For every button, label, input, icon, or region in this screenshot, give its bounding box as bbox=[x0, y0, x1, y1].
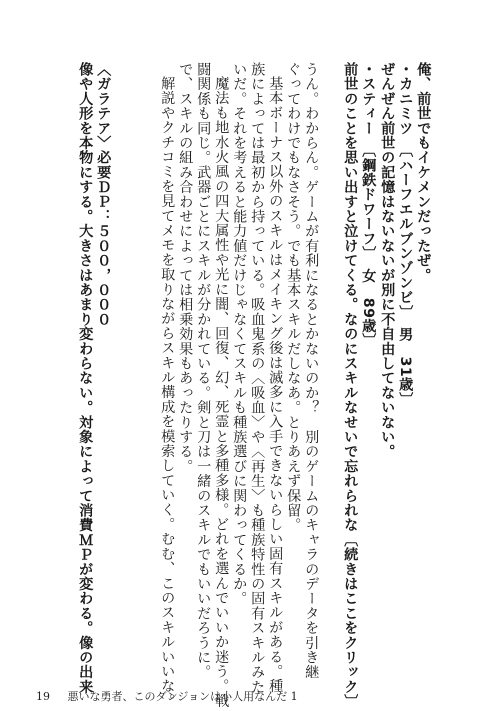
running-title: 悪いな勇者、このダンジョンは小人用なんだ 1 bbox=[67, 690, 298, 703]
text-column-8: 基本ボーナス以外のスキルはメイキング後は滅多に入手できないらしい固有スキルがある。種 bbox=[267, 76, 284, 694]
text-column-2: ・カニミツ 〔ハーフエルブンゾンビ〕 男 31歳〕 bbox=[397, 62, 414, 407]
text-column-16: 像や人形を本物にする。大きさはあまり変わらない。対象によって消費ＭＰが変わる。像の出来 bbox=[77, 62, 94, 695]
text-column-13: で、スキルの組み合わせによっては相乗効果もあったりする。 bbox=[177, 62, 194, 474]
page-number: 19 bbox=[36, 690, 50, 703]
text-column-1: 俺、前世でもイケメンだったぜ。 bbox=[415, 62, 432, 283]
text-column-12: 闘関係も同じ。武器ごとにスキルが分かれている。剣と刀は一緒のスキルでもいいだろうに。 bbox=[195, 62, 212, 680]
text-column-4: ・スティー 〔鋼鉄ドワーフ〕 女 89歳〕 bbox=[360, 62, 377, 348]
text-column-15: 〈ガラテア〉必要ＤＰ：５００，０００ bbox=[95, 62, 112, 327]
text-column-11: 魔法も地水火風の四大属性や光に闇、回復、幻、死霊と多種多様。どれを選んでいいか迷う。戦 bbox=[213, 76, 230, 709]
text-column-14: 解説やクチコミを見てメモを取りながらスキル構成を模索していく。むむ、このスキルいいな。 bbox=[159, 76, 176, 709]
text-column-10: いだ。それを考えると能力値だけじゃなくてスキルも種族選びに関わってくるか。 bbox=[231, 62, 248, 606]
text-column-7: ぐってわけでもなさそう。でも基本スキルだしなあ。とりあえず保留。 bbox=[285, 62, 302, 533]
text-column-6: うん。わからん。ゲームが有利になるとかないのか？ 別のゲームのキャラのデータを引き継 bbox=[303, 62, 320, 680]
page-footer bbox=[36, 688, 298, 704]
text-column-9: 族によっては最初から持っている。吸血鬼系の〈吸血〉や〈再生〉も種族特性の固有スキルみた bbox=[249, 62, 266, 695]
text-column-3: ぜんぜん前世の記憶はないないが別に不自由してないない。 bbox=[379, 62, 396, 459]
text-column-5: 前世のことを思い出すと泣けてくる。なのにスキルなせいで忘れられな〔続きはここをクリック〕 bbox=[342, 62, 359, 709]
